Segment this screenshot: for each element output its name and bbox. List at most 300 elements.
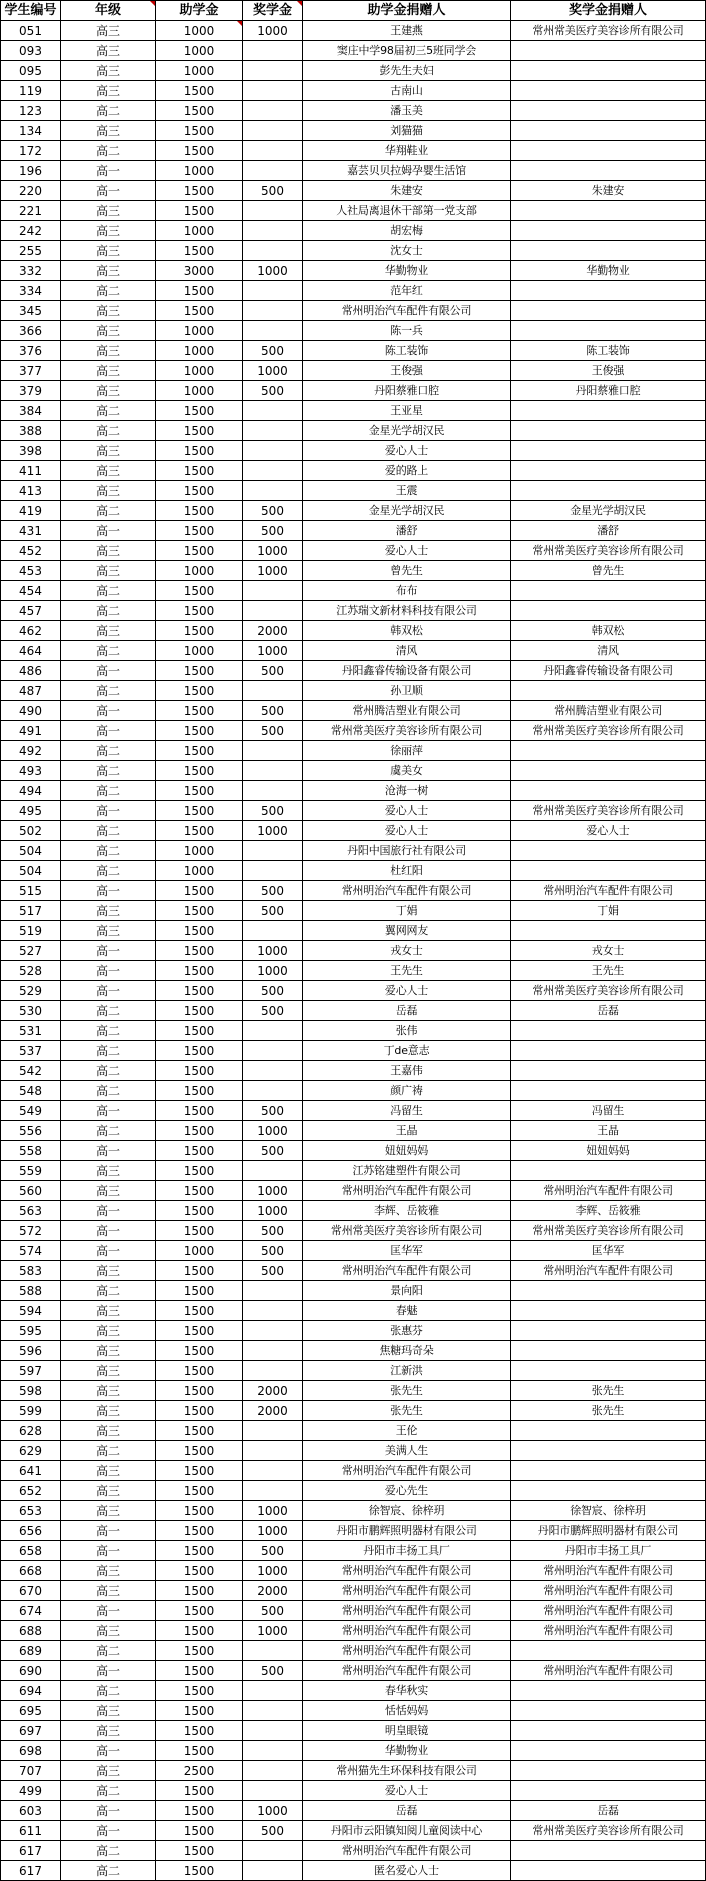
scholarship-donor-cell [511, 1841, 706, 1861]
grant-donor-cell: 爱的路上 [303, 461, 511, 481]
header-grant: 助学金 [156, 1, 243, 21]
grant-cell: 1500 [156, 1041, 243, 1061]
grant-cell: 1500 [156, 1001, 243, 1021]
grant-donor-cell: 常州明治汽车配件有限公司 [303, 1601, 511, 1621]
scholarship-donor-cell [511, 741, 706, 761]
table-row [1, 221, 706, 241]
scholarship-cell: 500 [243, 1541, 303, 1561]
table-row [1, 421, 706, 441]
scholarship-donor-cell [511, 1321, 706, 1341]
scholarship-donor-cell [511, 1481, 706, 1501]
grant-cell: 1500 [156, 1581, 243, 1601]
grant-donor-cell: 岳磊 [303, 1001, 511, 1021]
student-id-cell: 572 [1, 1221, 61, 1241]
student-id-cell: 095 [1, 61, 61, 81]
grant-donor-cell: 彭先生夫妇 [303, 61, 511, 81]
table-row [1, 961, 706, 981]
grade-cell: 高一 [61, 1821, 156, 1841]
grant-donor-cell: 胡宏梅 [303, 221, 511, 241]
grant-donor-cell: 韩双松 [303, 621, 511, 641]
scholarship-cell: 500 [243, 181, 303, 201]
table-row [1, 41, 706, 61]
scholarship-cell: 500 [243, 1141, 303, 1161]
table-row [1, 1861, 706, 1881]
grant-cell: 1500 [156, 1561, 243, 1581]
scholarship-donor-cell: 丹阳市丰扬工具厂 [511, 1541, 706, 1561]
scholarship-donor-cell [511, 1461, 706, 1481]
table-row [1, 721, 706, 741]
student-id-cell: 628 [1, 1421, 61, 1441]
table-row [1, 1801, 706, 1821]
table-row [1, 641, 706, 661]
grade-cell: 高三 [61, 461, 156, 481]
student-id-cell: 697 [1, 1721, 61, 1741]
grade-cell: 高三 [61, 621, 156, 641]
student-id-cell: 558 [1, 1141, 61, 1161]
grade-cell: 高三 [61, 481, 156, 501]
student-id-cell: 495 [1, 801, 61, 821]
grant-cell: 1500 [156, 901, 243, 921]
grant-cell: 1500 [156, 421, 243, 441]
grade-cell: 高二 [61, 1861, 156, 1881]
grant-cell: 1500 [156, 1221, 243, 1241]
scholarship-cell [243, 741, 303, 761]
scholarship-donor-cell: 常州明治汽车配件有限公司 [511, 1261, 706, 1281]
table-row [1, 401, 706, 421]
scholarship-donor-cell: 金星光学胡汉民 [511, 501, 706, 521]
grant-cell: 1000 [156, 1241, 243, 1261]
scholarship-cell [243, 401, 303, 421]
scholarship-cell [243, 1681, 303, 1701]
grade-cell: 高三 [61, 1301, 156, 1321]
student-id-cell: 134 [1, 121, 61, 141]
student-id-cell: 220 [1, 181, 61, 201]
scholarship-cell [243, 681, 303, 701]
scholarship-cell: 1000 [243, 941, 303, 961]
grant-cell: 1500 [156, 1741, 243, 1761]
grant-cell: 1500 [156, 801, 243, 821]
grant-cell: 1500 [156, 441, 243, 461]
grant-donor-cell: 杜红阳 [303, 861, 511, 881]
student-id-cell: 694 [1, 1681, 61, 1701]
grant-donor-cell: 美满人生 [303, 1441, 511, 1461]
student-id-cell: 695 [1, 1701, 61, 1721]
grant-cell: 1500 [156, 881, 243, 901]
grant-donor-cell: 张伟 [303, 1021, 511, 1041]
grade-cell: 高三 [61, 1581, 156, 1601]
grant-cell: 2500 [156, 1761, 243, 1781]
scholarship-donor-cell: 戎女士 [511, 941, 706, 961]
grade-cell: 高三 [61, 321, 156, 341]
table-row [1, 121, 706, 141]
grant-donor-cell: 江新洪 [303, 1361, 511, 1381]
grant-donor-cell: 翼网网友 [303, 921, 511, 941]
scholarship-donor-cell [511, 1761, 706, 1781]
student-id-cell: 595 [1, 1321, 61, 1341]
grant-cell: 1500 [156, 961, 243, 981]
scholarship-donor-cell [511, 1161, 706, 1181]
scholarship-donor-cell: 常州常美医疗美容诊所有限公司 [511, 1221, 706, 1241]
grade-cell: 高二 [61, 601, 156, 621]
grade-cell: 高二 [61, 1441, 156, 1461]
scholarship-donor-cell: 韩双松 [511, 621, 706, 641]
scholarship-cell: 1000 [243, 1121, 303, 1141]
scholarship-cell [243, 781, 303, 801]
student-id-cell: 332 [1, 261, 61, 281]
scholarship-donor-cell: 丹阳市鹏辉照明器材有限公司 [511, 1521, 706, 1541]
grant-donor-cell: 春魅 [303, 1301, 511, 1321]
grant-cell: 1500 [156, 241, 243, 261]
grant-cell: 1500 [156, 541, 243, 561]
grant-donor-cell: 华勤物业 [303, 261, 511, 281]
scholarship-cell [243, 61, 303, 81]
grade-cell: 高一 [61, 1101, 156, 1121]
grade-cell: 高一 [61, 1601, 156, 1621]
scholarship-donor-cell [511, 81, 706, 101]
scholarship-donor-cell: 冯留生 [511, 1101, 706, 1121]
student-id-cell: 707 [1, 1761, 61, 1781]
scholarship-donor-cell: 岳磊 [511, 1801, 706, 1821]
scholarship-cell: 500 [243, 1101, 303, 1121]
grant-cell: 1500 [156, 741, 243, 761]
grade-cell: 高三 [61, 921, 156, 941]
scholarship-donor-cell: 陈工装饰 [511, 341, 706, 361]
student-id-cell: 559 [1, 1161, 61, 1181]
scholarship-cell [243, 1781, 303, 1801]
grade-cell: 高三 [61, 1721, 156, 1741]
student-id-cell: 462 [1, 621, 61, 641]
grade-cell: 高一 [61, 961, 156, 981]
table-row [1, 1321, 706, 1341]
scholarship-cell [243, 921, 303, 941]
scholarship-cell [243, 1061, 303, 1081]
student-id-cell: 493 [1, 761, 61, 781]
scholarship-cell [243, 481, 303, 501]
scholarship-donor-cell: 李辉、岳筱雅 [511, 1201, 706, 1221]
grant-donor-cell: 孙卫顺 [303, 681, 511, 701]
scholarship-donor-cell [511, 921, 706, 941]
table-row [1, 1521, 706, 1541]
grant-donor-cell: 恬恬妈妈 [303, 1701, 511, 1721]
student-id-cell: 690 [1, 1661, 61, 1681]
grade-cell: 高三 [61, 1341, 156, 1361]
scholarship-donor-cell: 王俊强 [511, 361, 706, 381]
grade-cell: 高二 [61, 1001, 156, 1021]
table-row [1, 1661, 706, 1681]
grant-donor-cell: 王伦 [303, 1421, 511, 1441]
scholarship-cell [243, 1421, 303, 1441]
scholarship-donor-cell: 岳磊 [511, 1001, 706, 1021]
grant-donor-cell: 布布 [303, 581, 511, 601]
grant-cell: 1500 [156, 481, 243, 501]
grant-donor-cell: 常州明治汽车配件有限公司 [303, 1561, 511, 1581]
table-row [1, 981, 706, 1001]
scholarship-cell: 1000 [243, 361, 303, 381]
grant-cell: 1500 [156, 401, 243, 421]
student-id-cell: 668 [1, 1561, 61, 1581]
scholarship-cell [243, 1081, 303, 1101]
grade-cell: 高三 [61, 81, 156, 101]
header-scholarship-donor: 奖学金捐赠人 [511, 1, 706, 21]
table-row [1, 1421, 706, 1441]
table-row [1, 941, 706, 961]
grant-cell: 1500 [156, 1121, 243, 1141]
scholarship-cell: 1000 [243, 1501, 303, 1521]
scholarship-donor-cell [511, 421, 706, 441]
grade-cell: 高一 [61, 1201, 156, 1221]
grade-cell: 高二 [61, 761, 156, 781]
student-id-cell: 698 [1, 1741, 61, 1761]
grant-donor-cell: 常州明治汽车配件有限公司 [303, 1181, 511, 1201]
student-id-cell: 490 [1, 701, 61, 721]
scholarship-donor-cell: 常州明治汽车配件有限公司 [511, 1561, 706, 1581]
grant-cell: 3000 [156, 261, 243, 281]
grant-donor-cell: 古南山 [303, 81, 511, 101]
grant-donor-cell: 爱心人士 [303, 801, 511, 821]
student-id-cell: 688 [1, 1621, 61, 1641]
student-id-cell: 548 [1, 1081, 61, 1101]
student-id-cell: 504 [1, 841, 61, 861]
grant-cell: 1500 [156, 981, 243, 1001]
grade-cell: 高一 [61, 1241, 156, 1261]
table-row [1, 241, 706, 261]
grade-cell: 高三 [61, 1621, 156, 1641]
grant-donor-cell: 窦庄中学98届初三5班同学会 [303, 41, 511, 61]
scholarship-cell [243, 1301, 303, 1321]
grant-cell: 1500 [156, 81, 243, 101]
table-row [1, 781, 706, 801]
table-row [1, 1261, 706, 1281]
scholarship-donor-cell [511, 161, 706, 181]
scholarship-donor-cell: 妞妞妈妈 [511, 1141, 706, 1161]
scholarship-cell [243, 1281, 303, 1301]
scholarship-donor-cell [511, 481, 706, 501]
table-row [1, 1081, 706, 1101]
grant-donor-cell: 王震 [303, 481, 511, 501]
grade-cell: 高三 [61, 61, 156, 81]
scholarship-cell: 500 [243, 1821, 303, 1841]
student-id-cell: 617 [1, 1861, 61, 1881]
scholarship-cell [243, 461, 303, 481]
grant-donor-cell: 张惠芬 [303, 1321, 511, 1341]
grade-cell: 高三 [61, 21, 156, 41]
student-id-cell: 641 [1, 1461, 61, 1481]
grant-donor-cell: 明皇眼镜 [303, 1721, 511, 1741]
scholarship-donor-cell [511, 1701, 706, 1721]
scholarship-cell [243, 301, 303, 321]
scholarship-cell [243, 1161, 303, 1181]
scholarship-donor-cell [511, 61, 706, 81]
grade-cell: 高三 [61, 341, 156, 361]
table-row [1, 101, 706, 121]
grant-donor-cell: 金星光学胡汉民 [303, 501, 511, 521]
scholarship-cell: 500 [243, 501, 303, 521]
scholarship-donor-cell: 丹阳蔡雅口腔 [511, 381, 706, 401]
scholarship-donor-cell [511, 461, 706, 481]
grant-donor-cell: 李辉、岳筱雅 [303, 1201, 511, 1221]
scholarship-cell: 500 [243, 1221, 303, 1241]
grant-donor-cell: 王建燕 [303, 21, 511, 41]
scholarship-donor-cell: 常州明治汽车配件有限公司 [511, 1661, 706, 1681]
grant-cell: 1500 [156, 1661, 243, 1681]
grant-donor-cell: 人社局离退休干部第一党支部 [303, 201, 511, 221]
student-id-cell: 597 [1, 1361, 61, 1381]
scholarship-donor-cell: 朱建安 [511, 181, 706, 201]
grade-cell: 高三 [61, 1321, 156, 1341]
grant-cell: 1500 [156, 921, 243, 941]
grant-cell: 1500 [156, 1381, 243, 1401]
table-row [1, 301, 706, 321]
grant-donor-cell: 丹阳鑫睿传输设备有限公司 [303, 661, 511, 681]
student-id-cell: 528 [1, 961, 61, 981]
scholarship-cell [243, 601, 303, 621]
grant-cell: 1500 [156, 1301, 243, 1321]
grant-cell: 1500 [156, 1421, 243, 1441]
grant-cell: 1500 [156, 1601, 243, 1621]
scholarship-cell [243, 141, 303, 161]
scholarship-donor-cell: 曾先生 [511, 561, 706, 581]
grade-cell: 高三 [61, 1421, 156, 1441]
scholarship-cell: 1000 [243, 641, 303, 661]
student-id-cell: 457 [1, 601, 61, 621]
grade-cell: 高二 [61, 1041, 156, 1061]
scholarship-cell [243, 241, 303, 261]
table-row [1, 1761, 706, 1781]
scholarship-cell [243, 221, 303, 241]
grade-cell: 高二 [61, 401, 156, 421]
grant-cell: 1500 [156, 201, 243, 221]
table-row [1, 1781, 706, 1801]
grade-cell: 高一 [61, 801, 156, 821]
table-row [1, 581, 706, 601]
scholarship-cell [243, 1321, 303, 1341]
grant-cell: 1500 [156, 721, 243, 741]
table-row [1, 1741, 706, 1761]
table-row [1, 1221, 706, 1241]
scholarship-donor-cell [511, 101, 706, 121]
scholarship-cell [243, 1021, 303, 1041]
scholarship-donor-cell [511, 441, 706, 461]
scholarship-cell: 500 [243, 661, 303, 681]
grant-cell: 1500 [156, 1461, 243, 1481]
grant-donor-cell: 常州明治汽车配件有限公司 [303, 301, 511, 321]
student-id-cell: 499 [1, 1781, 61, 1801]
grade-cell: 高二 [61, 1021, 156, 1041]
grade-cell: 高二 [61, 101, 156, 121]
table-row [1, 1061, 706, 1081]
table-row [1, 1701, 706, 1721]
grant-donor-cell: 常州明治汽车配件有限公司 [303, 1261, 511, 1281]
table-row [1, 1441, 706, 1461]
scholarship-cell [243, 1741, 303, 1761]
grant-donor-cell: 戎女士 [303, 941, 511, 961]
student-id-cell: 583 [1, 1261, 61, 1281]
grant-cell: 1500 [156, 281, 243, 301]
scholarship-cell: 500 [243, 881, 303, 901]
grant-donor-cell: 沈女士 [303, 241, 511, 261]
student-id-cell: 221 [1, 201, 61, 221]
grant-cell: 1500 [156, 1701, 243, 1721]
grant-cell: 1000 [156, 841, 243, 861]
table-row [1, 1841, 706, 1861]
grant-cell: 1000 [156, 861, 243, 881]
student-id-cell: 598 [1, 1381, 61, 1401]
scholarship-cell [243, 1841, 303, 1861]
scholarship-cell: 500 [243, 1001, 303, 1021]
student-id-cell: 502 [1, 821, 61, 841]
student-id-cell: 051 [1, 21, 61, 41]
grant-cell: 1500 [156, 1621, 243, 1641]
scholarship-donor-cell: 潘舒 [511, 521, 706, 541]
student-id-cell: 653 [1, 1501, 61, 1521]
grant-cell: 1500 [156, 121, 243, 141]
grant-donor-cell: 王嘉伟 [303, 1061, 511, 1081]
student-id-cell: 494 [1, 781, 61, 801]
student-id-cell: 376 [1, 341, 61, 361]
table-row [1, 821, 706, 841]
grade-cell: 高三 [61, 901, 156, 921]
student-id-cell: 530 [1, 1001, 61, 1021]
scholarship-donor-cell: 华勤物业 [511, 261, 706, 281]
scholarship-cell: 1000 [243, 561, 303, 581]
grade-cell: 高二 [61, 1121, 156, 1141]
grade-cell: 高三 [61, 261, 156, 281]
scholarship-donor-cell [511, 841, 706, 861]
grant-donor-cell: 江苏瑞文新材料科技有限公司 [303, 601, 511, 621]
scholarship-cell [243, 441, 303, 461]
table-row [1, 881, 706, 901]
grant-donor-cell: 常州明治汽车配件有限公司 [303, 1621, 511, 1641]
grade-cell: 高三 [61, 541, 156, 561]
grade-cell: 高一 [61, 981, 156, 1001]
grade-cell: 高三 [61, 1361, 156, 1381]
grant-cell: 1500 [156, 521, 243, 541]
scholarship-donor-cell: 常州明治汽车配件有限公司 [511, 1621, 706, 1641]
grant-donor-cell: 徐丽萍 [303, 741, 511, 761]
scholarship-cell: 1000 [243, 1561, 303, 1581]
scholarship-donor-cell [511, 201, 706, 221]
scholarship-cell [243, 201, 303, 221]
grant-cell: 1500 [156, 181, 243, 201]
scholarship-cell [243, 841, 303, 861]
grant-donor-cell: 常州明治汽车配件有限公司 [303, 881, 511, 901]
table-row [1, 701, 706, 721]
scholarship-cell [243, 1481, 303, 1501]
grant-donor-cell: 丹阳市鹏辉照明器材有限公司 [303, 1521, 511, 1541]
scholarship-donor-cell: 爱心人士 [511, 821, 706, 841]
grant-donor-cell: 范年红 [303, 281, 511, 301]
grade-cell: 高二 [61, 841, 156, 861]
table-row [1, 1301, 706, 1321]
grade-cell: 高三 [61, 1481, 156, 1501]
grant-donor-cell: 张先生 [303, 1381, 511, 1401]
grant-donor-cell: 常州猫先生环保科技有限公司 [303, 1761, 511, 1781]
grant-cell: 1500 [156, 621, 243, 641]
grant-cell: 1500 [156, 941, 243, 961]
header-grade: 年级 [61, 1, 156, 21]
table-row [1, 1561, 706, 1581]
table-row [1, 1121, 706, 1141]
student-id-cell: 652 [1, 1481, 61, 1501]
grant-cell: 1500 [156, 1101, 243, 1121]
grade-cell: 高二 [61, 501, 156, 521]
grade-cell: 高一 [61, 161, 156, 181]
scholarship-cell: 1000 [243, 261, 303, 281]
grant-donor-cell: 匿名爱心人士 [303, 1861, 511, 1881]
scholarship-donor-cell [511, 281, 706, 301]
scholarship-cell [243, 1041, 303, 1061]
student-id-cell: 670 [1, 1581, 61, 1601]
